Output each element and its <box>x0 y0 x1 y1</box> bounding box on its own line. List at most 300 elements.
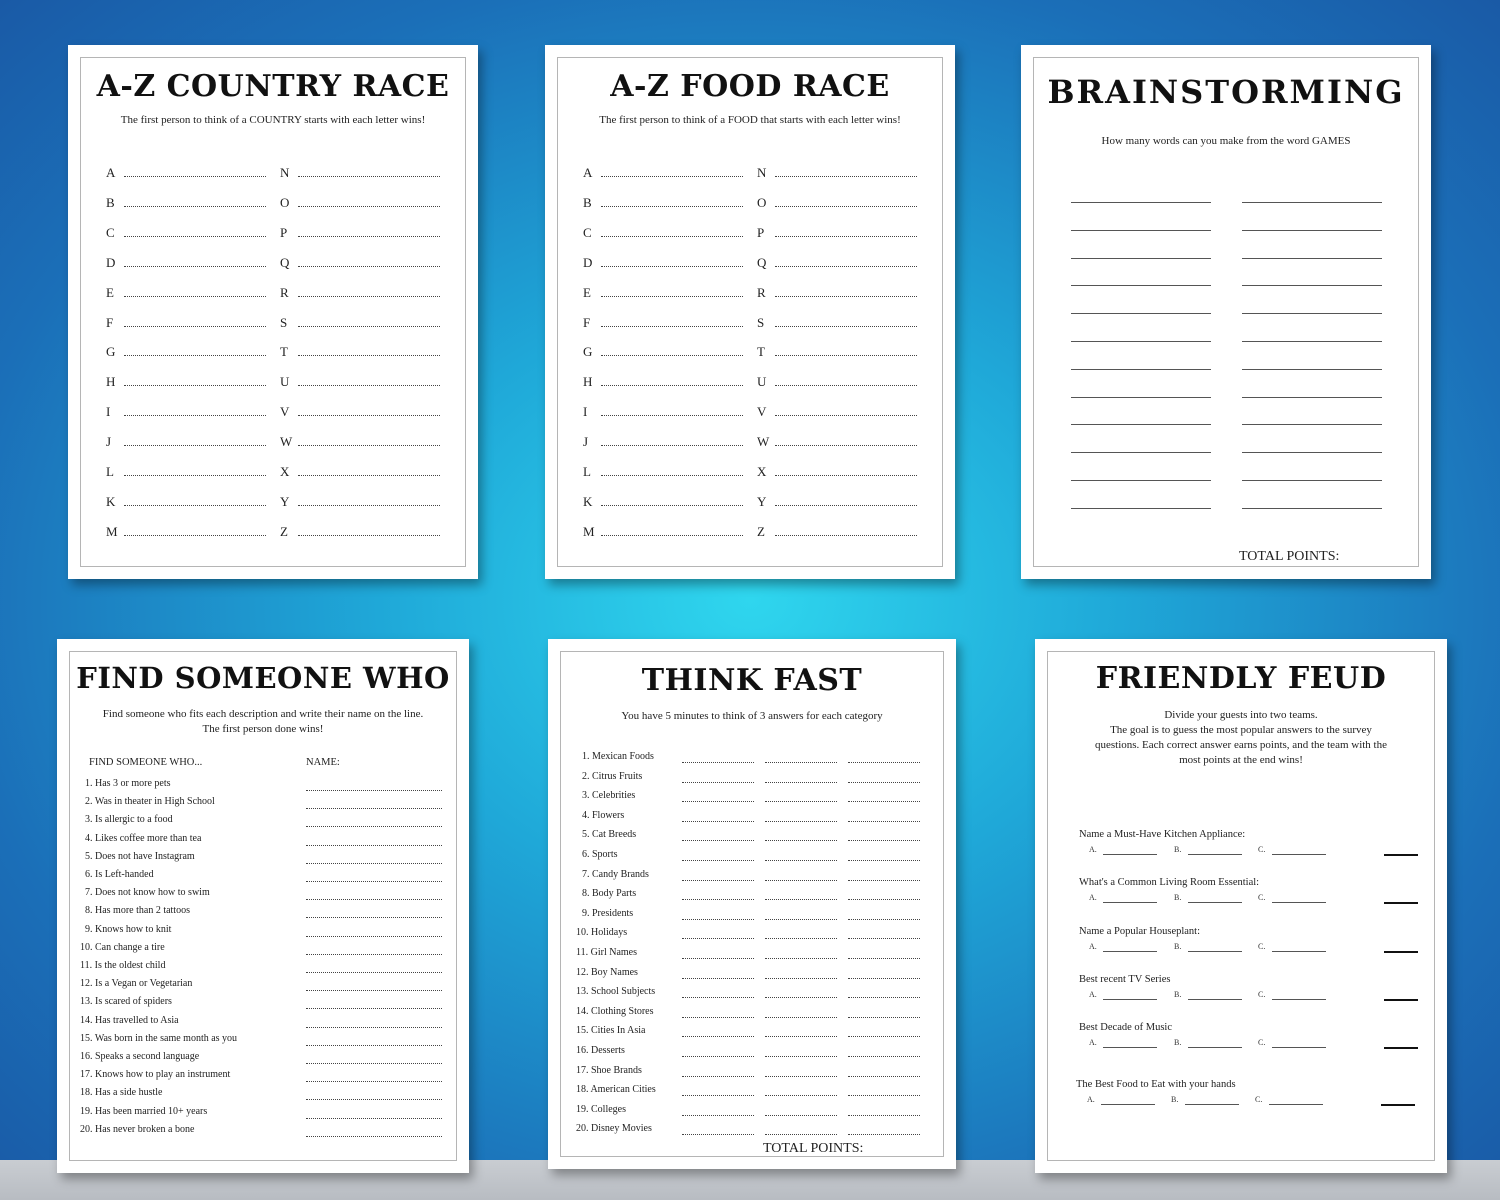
answer-line[interactable] <box>1272 854 1326 855</box>
friendly-feud-sheet <box>1035 639 1447 1173</box>
answer-line[interactable] <box>775 475 917 476</box>
answer-line[interactable] <box>124 385 266 386</box>
name-line[interactable] <box>306 826 442 827</box>
answer-line[interactable] <box>1242 258 1382 259</box>
answer-line[interactable] <box>775 445 917 446</box>
answer-line[interactable] <box>775 296 917 297</box>
letter-label: P <box>757 224 765 240</box>
sheet-title: A-Z COUNTRY RACE <box>96 69 450 104</box>
answer-line[interactable] <box>298 326 440 327</box>
name-line[interactable] <box>306 808 442 809</box>
answer-line[interactable] <box>765 997 837 998</box>
answer-line[interactable] <box>848 1036 920 1037</box>
answer-line[interactable] <box>682 1115 754 1116</box>
letter-label: S <box>757 314 765 330</box>
answer-line[interactable] <box>682 919 754 920</box>
name-line[interactable] <box>306 990 442 991</box>
answer-line[interactable] <box>682 1076 754 1077</box>
answer-line[interactable] <box>601 296 743 297</box>
answer-line[interactable] <box>601 475 743 476</box>
list-item: 8. Has more than 2 tattoos <box>85 905 190 917</box>
answer-line[interactable] <box>682 1134 754 1135</box>
answer-line[interactable] <box>1071 424 1211 425</box>
answer-line[interactable] <box>601 445 743 446</box>
list-item: 15. Was born in the same month as you <box>80 1032 238 1044</box>
letter-label: N <box>757 165 767 180</box>
letter-label: C <box>583 224 592 240</box>
sheet-subtitle: The first person to think of a FOOD that starts with each letter wins! <box>599 114 901 126</box>
answer-line[interactable] <box>848 958 920 959</box>
answer-line[interactable] <box>1242 230 1382 231</box>
answer-line[interactable] <box>765 762 837 763</box>
list-item: 12. Is a Vegan or Vegetarian <box>80 978 193 990</box>
answer-line[interactable] <box>601 236 743 237</box>
answer-line[interactable] <box>775 355 917 356</box>
think-fast-sheet <box>548 639 956 1169</box>
total-points-label: TOTAL POINTS: <box>763 1141 864 1156</box>
letter-label: I <box>583 404 588 420</box>
name-line[interactable] <box>306 1099 442 1100</box>
answer-line[interactable] <box>1188 999 1242 1000</box>
answer-line[interactable] <box>1188 902 1242 903</box>
answer-line[interactable] <box>1071 285 1211 286</box>
option-label: B. <box>1174 942 1182 951</box>
answer-line[interactable] <box>765 840 837 841</box>
letter-label: K <box>106 493 116 509</box>
letter-label: A <box>583 165 593 180</box>
name-line[interactable] <box>306 954 442 955</box>
answer-line[interactable] <box>1272 1047 1326 1048</box>
letter-label: L <box>106 464 114 479</box>
answer-line[interactable] <box>682 1056 754 1057</box>
answer-line[interactable] <box>298 445 440 446</box>
answer-line[interactable] <box>682 1095 754 1096</box>
answer-line[interactable] <box>682 1036 754 1037</box>
answer-line[interactable] <box>298 236 440 237</box>
list-item: 20. Has never broken a bone <box>80 1123 195 1135</box>
answer-line[interactable] <box>682 801 754 802</box>
column-header: FIND SOMEONE WHO... <box>89 757 203 768</box>
list-item: 13. Is scared of spiders <box>80 996 172 1008</box>
answer-line[interactable] <box>1242 313 1382 314</box>
letter-label: N <box>280 165 290 180</box>
answer-line[interactable] <box>124 355 266 356</box>
list-item: 10. Can change a tire <box>80 941 165 953</box>
answer-line[interactable] <box>682 938 754 939</box>
answer-line[interactable] <box>848 1017 920 1018</box>
answer-line[interactable] <box>775 505 917 506</box>
answer-line[interactable] <box>682 880 754 881</box>
question-text: Name a Must-Have Kitchen Appliance: <box>1079 829 1246 840</box>
answer-line[interactable] <box>848 919 920 920</box>
letter-label: T <box>757 344 765 360</box>
sheet-border <box>557 57 943 567</box>
food-race-sheet <box>545 45 955 579</box>
answer-line[interactable] <box>1103 999 1157 1000</box>
answer-line[interactable] <box>848 1056 920 1057</box>
answer-line[interactable] <box>601 355 743 356</box>
letter-label: H <box>106 374 116 390</box>
answer-line[interactable] <box>1272 999 1326 1000</box>
answer-line[interactable] <box>1242 424 1382 425</box>
list-item: 2. Was in theater in High School <box>85 796 215 808</box>
category-item: 11. Girl Names <box>576 947 638 958</box>
answer-line[interactable] <box>765 860 837 861</box>
intro-line-1: Divide your guests into two teams. <box>1164 709 1318 721</box>
letter-label: A <box>106 165 116 180</box>
answer-line[interactable] <box>1071 369 1211 370</box>
list-item: 5. Does not have Instagram <box>85 850 195 862</box>
answer-line[interactable] <box>1103 854 1157 855</box>
feud-intro <box>1065 708 1417 768</box>
letter-label: J <box>106 434 112 450</box>
answer-line[interactable] <box>775 385 917 386</box>
letter-label: P <box>280 224 288 240</box>
answer-line[interactable] <box>601 505 743 506</box>
question-text: Best Decade of Music <box>1079 1022 1173 1033</box>
answer-line[interactable] <box>124 236 266 237</box>
letter-label: M <box>106 523 118 539</box>
letter-label: T <box>280 344 288 360</box>
score-line[interactable] <box>1384 951 1418 953</box>
answer-line[interactable] <box>601 415 743 416</box>
category-item: 6. Sports <box>582 849 618 860</box>
answer-line[interactable] <box>775 415 917 416</box>
list-item: 3. Is allergic to a food <box>85 814 173 826</box>
answer-line[interactable] <box>765 801 837 802</box>
letter-label: Z <box>280 523 288 539</box>
category-item: 8. Body Parts <box>582 888 637 900</box>
answer-line[interactable] <box>1242 341 1382 342</box>
answer-line[interactable] <box>682 762 754 763</box>
letter-label: Z <box>757 523 765 539</box>
name-line[interactable] <box>306 1063 442 1064</box>
answer-line[interactable] <box>298 296 440 297</box>
score-line[interactable] <box>1384 999 1418 1001</box>
name-line[interactable] <box>306 1081 442 1082</box>
letter-label: V <box>757 404 767 420</box>
answer-line[interactable] <box>601 206 743 207</box>
option-label: C. <box>1258 990 1266 999</box>
name-line[interactable] <box>306 917 442 918</box>
answer-line[interactable] <box>1103 1047 1157 1048</box>
answer-line[interactable] <box>1185 1104 1239 1105</box>
answer-line[interactable] <box>775 535 917 536</box>
letter-label: B <box>583 194 592 210</box>
answer-line[interactable] <box>601 385 743 386</box>
option-label: C. <box>1258 1038 1266 1047</box>
answer-line[interactable] <box>775 176 917 177</box>
answer-line[interactable] <box>682 821 754 822</box>
letter-label: R <box>280 284 289 300</box>
answer-line[interactable] <box>775 206 917 207</box>
letter-label: M <box>583 523 595 539</box>
answer-line[interactable] <box>848 997 920 998</box>
answer-line[interactable] <box>1242 480 1382 481</box>
option-label: A. <box>1089 1038 1097 1047</box>
option-label: B. <box>1174 845 1182 854</box>
answer-line[interactable] <box>682 782 754 783</box>
intro-line-3: questions. Each correct answer earns points, and the team with the <box>1094 739 1387 751</box>
name-header: NAME: <box>306 757 340 768</box>
answer-line[interactable] <box>1188 854 1242 855</box>
answer-line[interactable] <box>1071 313 1211 314</box>
letter-label: Y <box>757 493 767 509</box>
score-line[interactable] <box>1384 902 1418 904</box>
sheet-subtitle <box>77 707 449 737</box>
answer-line[interactable] <box>124 445 266 446</box>
option-label: C. <box>1258 942 1266 951</box>
letter-label: X <box>280 464 290 479</box>
name-line[interactable] <box>306 899 442 900</box>
answer-line[interactable] <box>298 266 440 267</box>
letter-label: X <box>757 464 767 479</box>
category-item: 18. American Cities <box>576 1084 656 1096</box>
category-item: 15. Cities In Asia <box>576 1025 646 1037</box>
answer-line[interactable] <box>848 899 920 900</box>
answer-line[interactable] <box>765 1115 837 1116</box>
name-line[interactable] <box>306 1045 442 1046</box>
category-item: 14. Clothing Stores <box>576 1005 654 1017</box>
answer-line[interactable] <box>765 899 837 900</box>
letter-label: R <box>757 284 766 300</box>
answer-line[interactable] <box>124 326 266 327</box>
letter-label: Q <box>757 254 767 270</box>
letter-label: Y <box>280 493 290 509</box>
letter-label: I <box>106 404 111 420</box>
answer-line[interactable] <box>124 415 266 416</box>
sheet-title: THINK FAST <box>641 663 863 698</box>
answer-line[interactable] <box>682 958 754 959</box>
answer-line[interactable] <box>848 1076 920 1077</box>
sheet-title: FRIENDLY FEUD <box>1095 661 1387 696</box>
answer-line[interactable] <box>298 355 440 356</box>
name-line[interactable] <box>306 1118 442 1119</box>
answer-line[interactable] <box>1071 452 1211 453</box>
answer-line[interactable] <box>848 1134 920 1135</box>
answer-line[interactable] <box>1071 508 1211 509</box>
answer-line[interactable] <box>1272 902 1326 903</box>
letter-label: L <box>583 464 591 479</box>
answer-line[interactable] <box>1242 369 1382 370</box>
answer-line[interactable] <box>682 899 754 900</box>
sheet-title: BRAINSTORMING <box>1047 73 1405 111</box>
list-item: 6. Is Left-handed <box>85 869 154 880</box>
sheet-subtitle: The first person to think of a COUNTRY starts with each letter wins! <box>120 114 426 126</box>
answer-line[interactable] <box>682 860 754 861</box>
answer-line[interactable] <box>601 535 743 536</box>
answer-line[interactable] <box>124 475 266 476</box>
answer-line[interactable] <box>765 1056 837 1057</box>
category-item: 9. Presidents <box>582 907 634 919</box>
name-line[interactable] <box>306 1008 442 1009</box>
category-item: 2. Citrus Fruits <box>582 770 643 782</box>
option-label: A. <box>1089 990 1097 999</box>
answer-line[interactable] <box>601 266 743 267</box>
answer-line[interactable] <box>298 176 440 177</box>
letter-label: G <box>583 344 593 360</box>
category-item: 16. Desserts <box>576 1045 625 1056</box>
category-item: 12. Boy Names <box>576 966 638 978</box>
answer-line[interactable] <box>765 1036 837 1037</box>
category-item: 1. Mexican Foods <box>582 751 654 762</box>
answer-line[interactable] <box>1242 397 1382 398</box>
intro-line-4: most points at the end wins! <box>1179 754 1303 766</box>
answer-line[interactable] <box>765 1017 837 1018</box>
list-item: 17. Knows how to play an instrument <box>80 1069 231 1081</box>
letter-label: O <box>757 194 767 210</box>
answer-line[interactable] <box>298 385 440 386</box>
option-label: A. <box>1089 893 1097 902</box>
answer-line[interactable] <box>775 326 917 327</box>
sheet-border <box>80 57 466 567</box>
letter-label: Q <box>280 254 290 270</box>
letter-label: G <box>106 344 116 360</box>
answer-line[interactable] <box>682 978 754 979</box>
letter-label: F <box>583 314 591 330</box>
answer-line[interactable] <box>1272 951 1326 952</box>
answer-line[interactable] <box>682 997 754 998</box>
letter-label: E <box>583 284 591 300</box>
question-text: Best recent TV Series <box>1079 974 1171 985</box>
answer-line[interactable] <box>298 535 440 536</box>
list-item: 9. Knows how to knit <box>85 923 172 935</box>
list-item: 4. Likes coffee more than tea <box>85 832 202 844</box>
sheet-subtitle: You have 5 minutes to think of 3 answers for each category <box>621 710 883 722</box>
answer-line[interactable] <box>765 1076 837 1077</box>
answer-line[interactable] <box>1242 508 1382 509</box>
answer-line[interactable] <box>1071 202 1211 203</box>
answer-line[interactable] <box>298 206 440 207</box>
category-item: 17. Shoe Brands <box>576 1064 642 1076</box>
name-line[interactable] <box>306 1027 442 1028</box>
answer-line[interactable] <box>1242 202 1382 203</box>
answer-line[interactable] <box>1242 285 1382 286</box>
answer-line[interactable] <box>1101 1104 1155 1105</box>
list-item: 11. Is the oldest child <box>80 960 166 971</box>
option-label: B. <box>1174 990 1182 999</box>
option-label: B. <box>1174 893 1182 902</box>
answer-line[interactable] <box>1071 341 1211 342</box>
option-label: A. <box>1087 1095 1095 1104</box>
option-label: B. <box>1171 1095 1179 1104</box>
answer-line[interactable] <box>848 1115 920 1116</box>
answer-line[interactable] <box>601 326 743 327</box>
question-text: Name a Popular Houseplant: <box>1079 926 1201 937</box>
answer-line[interactable] <box>298 505 440 506</box>
answer-line[interactable] <box>298 475 440 476</box>
answer-line[interactable] <box>765 978 837 979</box>
answer-line[interactable] <box>1188 1047 1242 1048</box>
name-line[interactable] <box>306 845 442 846</box>
answer-line[interactable] <box>1071 397 1211 398</box>
answer-line[interactable] <box>682 840 754 841</box>
name-line[interactable] <box>306 863 442 864</box>
letter-label: B <box>106 194 115 210</box>
answer-line[interactable] <box>124 266 266 267</box>
answer-line[interactable] <box>124 176 266 177</box>
answer-line[interactable] <box>775 236 917 237</box>
answer-line[interactable] <box>765 958 837 959</box>
list-item: 7. Does not know how to swim <box>85 887 210 899</box>
answer-line[interactable] <box>1103 902 1157 903</box>
answer-line[interactable] <box>765 821 837 822</box>
category-item: 4. Flowers <box>582 809 625 821</box>
name-line[interactable] <box>306 1136 442 1137</box>
answer-line[interactable] <box>848 978 920 979</box>
answer-line[interactable] <box>765 1134 837 1135</box>
answer-line[interactable] <box>1103 951 1157 952</box>
answer-line[interactable] <box>1242 452 1382 453</box>
letter-label: J <box>583 434 589 450</box>
answer-line[interactable] <box>682 1017 754 1018</box>
letter-label: O <box>280 194 290 210</box>
letter-label: U <box>280 374 290 390</box>
answer-line[interactable] <box>848 938 920 939</box>
subtitle-line-1: Find someone who fits each description and write their name on the line. <box>102 708 424 720</box>
answer-line[interactable] <box>765 1095 837 1096</box>
question-text: What's a Common Living Room Essential: <box>1079 877 1260 888</box>
answer-line[interactable] <box>775 266 917 267</box>
answer-line[interactable] <box>298 415 440 416</box>
answer-line[interactable] <box>848 801 920 802</box>
answer-line[interactable] <box>1269 1104 1323 1105</box>
answer-line[interactable] <box>765 938 837 939</box>
answer-line[interactable] <box>1071 258 1211 259</box>
answer-line[interactable] <box>124 296 266 297</box>
name-line[interactable] <box>306 881 442 882</box>
answer-line[interactable] <box>848 762 920 763</box>
answer-line[interactable] <box>601 176 743 177</box>
category-item: 19. Colleges <box>576 1103 626 1115</box>
category-item: 3. Celebrities <box>582 790 636 802</box>
letter-label: K <box>583 493 593 509</box>
answer-line[interactable] <box>848 860 920 861</box>
answer-line[interactable] <box>848 840 920 841</box>
answer-line[interactable] <box>765 880 837 881</box>
option-label: C. <box>1258 893 1266 902</box>
answer-line[interactable] <box>124 535 266 536</box>
name-line[interactable] <box>306 972 442 973</box>
name-line[interactable] <box>306 790 442 791</box>
intro-line-2: The goal is to guess the most popular answers to the survey <box>1110 724 1372 736</box>
answer-line[interactable] <box>848 1095 920 1096</box>
option-label: B. <box>1174 1038 1182 1047</box>
answer-line[interactable] <box>765 782 837 783</box>
answer-line[interactable] <box>1071 480 1211 481</box>
answer-line[interactable] <box>124 505 266 506</box>
letter-label: D <box>583 254 593 270</box>
letter-label: D <box>106 254 116 270</box>
answer-line[interactable] <box>1071 230 1211 231</box>
option-label: A. <box>1089 942 1097 951</box>
answer-line[interactable] <box>848 880 920 881</box>
total-points-label: TOTAL POINTS: <box>1239 549 1340 564</box>
answer-line[interactable] <box>1188 951 1242 952</box>
subtitle-line-2: The first person done wins! <box>202 723 324 735</box>
answer-line[interactable] <box>848 821 920 822</box>
sheet-title: A-Z FOOD RACE <box>610 69 890 104</box>
answer-line[interactable] <box>124 206 266 207</box>
score-line[interactable] <box>1384 1047 1418 1049</box>
option-label: C. <box>1255 1095 1263 1104</box>
score-line[interactable] <box>1381 1104 1415 1106</box>
answer-line[interactable] <box>848 782 920 783</box>
name-line[interactable] <box>306 936 442 937</box>
category-item: 7. Candy Brands <box>582 868 649 880</box>
score-line[interactable] <box>1384 854 1418 856</box>
answer-line[interactable] <box>765 919 837 920</box>
